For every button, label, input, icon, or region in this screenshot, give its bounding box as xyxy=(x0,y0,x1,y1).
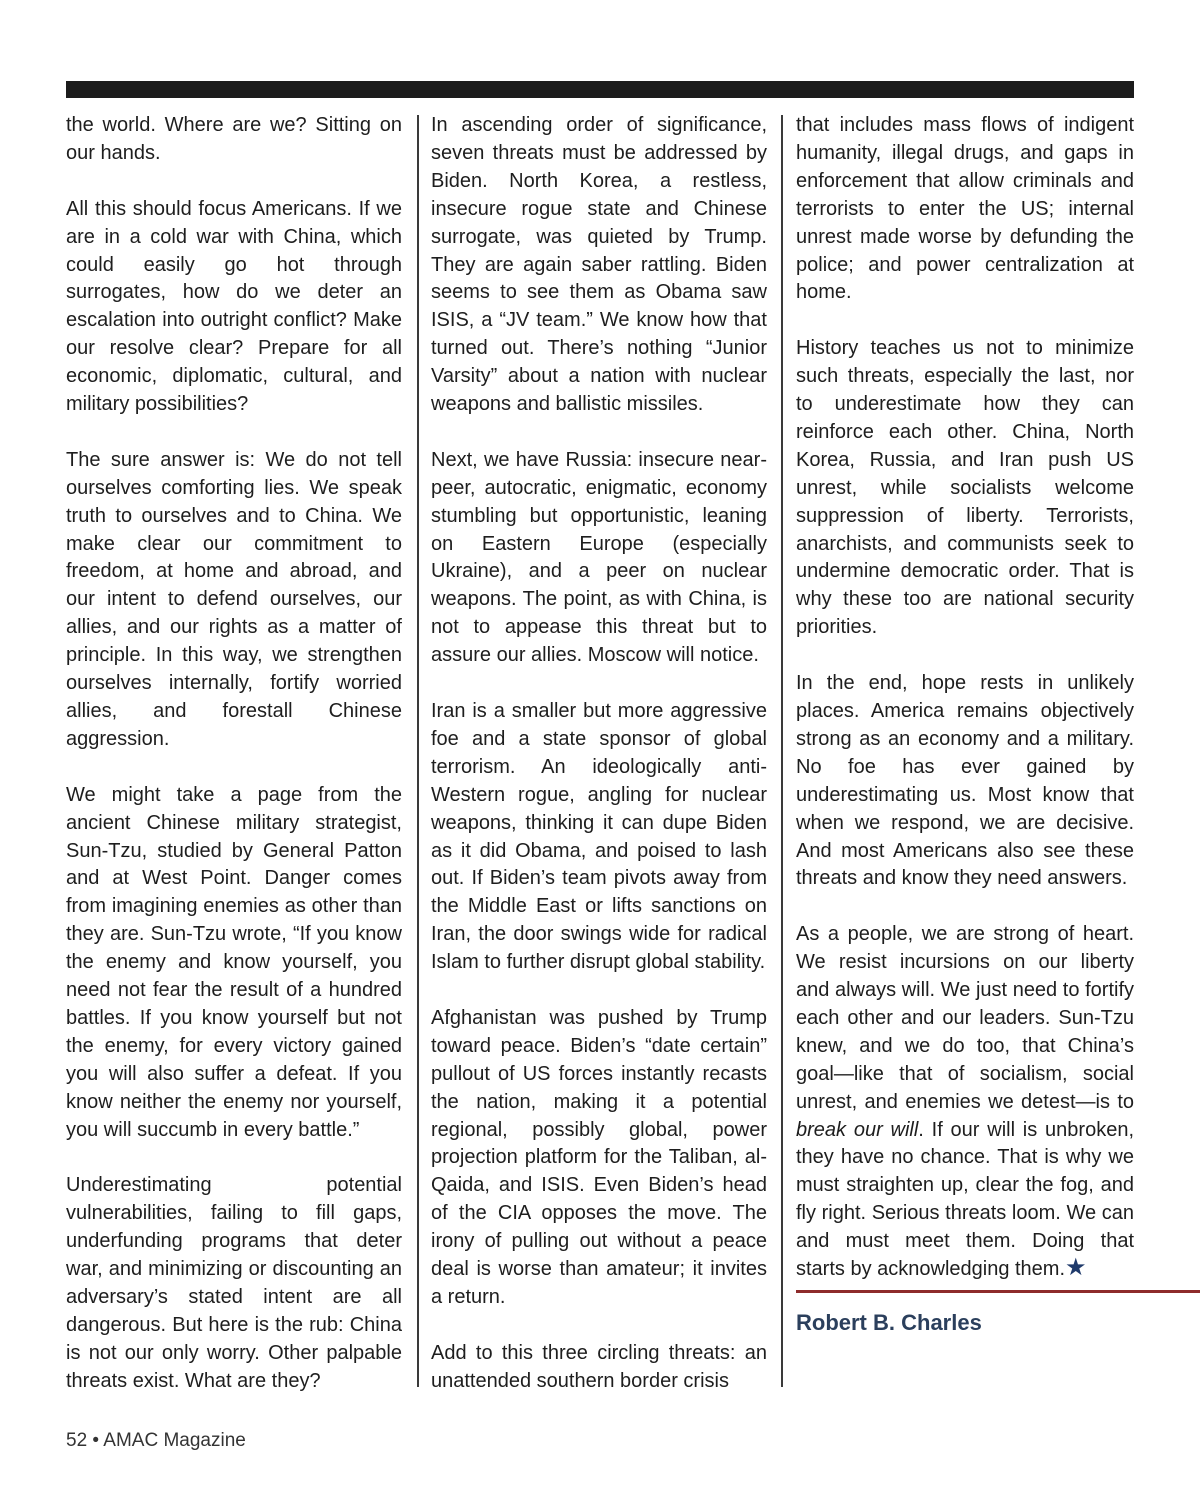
paragraph: Iran is a smaller but more aggressive foe and a state sponsor of global terrorism. An ideologically anti-Western rogue, angling for nuclear weapons, thinking it can dupe Biden as it did Obama, and poised to lash out. If Biden’s team pivots away from the Middle East or lifts sanctions on Iran, the door swings wide for radical Islam to further disrupt global stability. xyxy=(431,700,767,974)
paragraph: We might take a page from the ancient Chinese military strategist, Sun-Tzu, studied by General Patton and at West Point. Danger comes from imagining enemies as other than they are. Sun-Tzu wrote, “If you know the enemy and know yourself, you need not fear the result of a hundred battles. If you know yourself but not the enemy, for every victory gained you will also suffer a defeat. If you know neither the enemy nor yourself, you will succumb in every battle.” xyxy=(66,783,402,1141)
paragraph: History teaches us not to minimize such threats, especially the last, nor to underestimate how they can reinforce each other. China, North Korea, Russia, and Iran push US unrest, while socialists welcome suppression of liberty. Terrorists, anarchists, and communists seek to undermine democratic order. That is why these too are national security priorities. xyxy=(796,337,1134,639)
paragraph: Add to this three circling threats: an unattended southern border crisis xyxy=(431,1341,767,1392)
closing-paragraph xyxy=(796,921,1134,1284)
paragraph: The sure answer is: We do not tell ourselves comforting lies. We speak truth to ourselves and to China. We make clear our commitment to freedom, at home and abroad, and our intent to defend ourselves, our allies, and our rights as a matter of principle. In this way, we strengthen ourselves internally, fortify worried allies, and forestall Chinese aggression. xyxy=(66,448,402,750)
author-divider xyxy=(796,1290,1200,1293)
article-column-2 xyxy=(431,112,767,1396)
paragraph: Afghanistan was pushed by Trump toward peace. Biden’s “date certain” pullout of US forces instantly recasts the nation, making it a potential regional, possibly global, power projection platform for the Taliban, al-Qaida, and ISIS. Even Biden’s head of the CIA opposes the move. The irony of pulling out without a peace deal is worse than amateur; it invites a return. xyxy=(431,1006,767,1309)
paragraph: Underestimating potential vulnerabilities, failing to fill gaps, underfunding programs that deter war, and minimizing or discounting an adversary’s stated intent are all dangerous. But here is the rub: China is not our only worry. Other palpable threats exist. What are they? xyxy=(66,1174,402,1392)
article-column-1 xyxy=(66,112,402,1396)
page-folio: 52 • AMAC Magazine xyxy=(66,1430,246,1451)
paragraph: All this should focus Americans. If we are in a cold war with China, which could easily go hot through surrogates, how do we deter an escalation into outright conflict? Make our resolve clear? Prepare for all economic, diplomatic, cultural, and military possibilities? xyxy=(66,197,402,416)
closing-text: As a people, we are strong of heart. We resist incursions on our liberty and always will. We just need to fortify each other and our leaders. Sun-Tzu knew, and we do too, that China’s goal—like that of socialism, social unrest, and enemies we detest—is to xyxy=(796,923,1134,1113)
author-byline: Robert B. Charles xyxy=(796,1310,982,1335)
emphasis-text: break our will xyxy=(796,1118,919,1141)
paragraph: the world. Where are we? Sitting on our hands. xyxy=(66,114,402,164)
paragraph: In ascending order of significance, seven threats must be addressed by Biden. North Korea, a restless, insecure rogue state and Chinese surrogate, was quieted by Trump. They are again saber rattling. Biden seems to see them as Obama saw ISIS, a “JV team.” We know how that turned out. There’s nothing “Junior Varsity” about a nation with nuclear weapons and ballistic missiles. xyxy=(431,114,767,416)
column-divider xyxy=(781,115,783,1387)
end-star-icon: ★ xyxy=(1065,1254,1087,1282)
top-bar xyxy=(66,81,1134,98)
paragraph: In the end, hope rests in unlikely places. America remains objectively strong as an economy and a military. No foe has ever gained by underestimating us. Most know that when we respond, we are decisive. And most Americans also see these threats and know they need answers. xyxy=(796,672,1134,890)
paragraph: that includes mass flows of indigent humanity, illegal drugs, and gaps in enforcement that allow criminals and terrorists to enter the US; internal unrest made worse by defunding the police; and power centralization at home. xyxy=(796,114,1134,304)
article-column-3 xyxy=(796,112,1134,1284)
paragraph: Next, we have Russia: insecure near-peer, autocratic, enigmatic, economy stumbling but opportunistic, leaning on Eastern Europe (especially Ukraine), and a peer on nuclear weapons. The point, as with China, is not to appease this threat but to assure our allies. Moscow will notice. xyxy=(431,448,767,667)
closing-text-end: . If our will is unbroken, they have no chance. That is why we must straighten up, clear the fog, and fly right. Serious threats loom. We can and must meet them. Doing that starts by acknowledging them. xyxy=(796,1118,1134,1281)
column-divider xyxy=(417,115,419,1387)
